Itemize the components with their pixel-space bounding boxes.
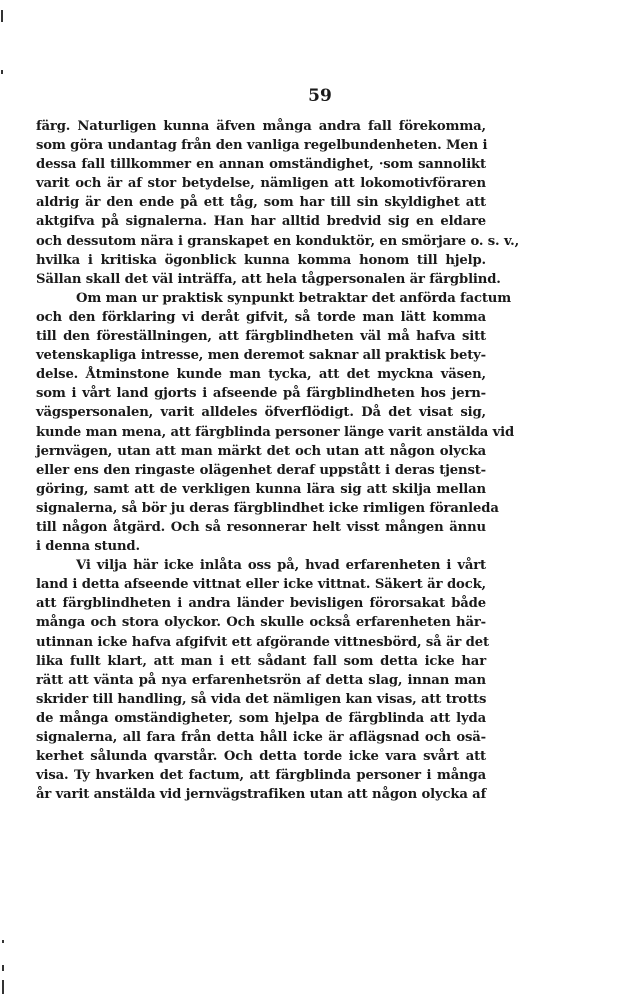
text-line: signalerna, all fara från detta håll icke är aflägsnad och osä-: [36, 730, 486, 745]
text-line: eller ens den ringaste olägenhet deraf uppstått i deras tjenst-: [36, 462, 486, 478]
text-line: kerhet sålunda qvarstår. Och detta torde icke vara svårt att: [36, 749, 486, 765]
text-line: hvilka i kritiska ögonblick kunna komma honom till hjelp.: [36, 252, 486, 268]
text-line: visa. Ty hvarken det factum, att färgblinda personer i många: [36, 768, 486, 784]
page-number: 59: [308, 86, 332, 106]
text-line: göring, samt att de verkligen kunna lära sig att skilja mellan: [36, 481, 486, 497]
text-line: år varit anstälda vid jernvägstrafiken utan att någon olycka af: [36, 787, 487, 803]
paragraph-start-line: Om man ur praktisk synpunkt betraktar det anförda factum: [76, 290, 512, 306]
text-line: dessa fall tillkommer en annan omständighet, ·som sannolikt: [36, 157, 486, 173]
text-line: de många omständigheter, som hjelpa de färgblinda att lyda: [36, 710, 486, 726]
text-line: och den förklaring vi deråt gifvit, så torde man lätt komma: [36, 309, 486, 325]
scan-mark: [2, 980, 4, 994]
scan-mark: [1, 70, 3, 74]
text-line: rätt att vänta på nya erfarenhetsrön af detta slag, innan man: [36, 672, 486, 688]
text-line: lika fullt klart, att man i ett sådant fall som detta icke har: [36, 653, 486, 669]
text-line: aktgifva på signalerna. Han har alltid bredvid sig en eldare: [36, 214, 486, 230]
text-line: delse. Åtminstone kunde man tycka, att det myckna väsen,: [36, 367, 486, 383]
text-line: Sällan skall det väl inträffa, att hela tågpersonalen är färgblind.: [36, 271, 501, 287]
text-line: land i detta afseende vittnat eller icke vittnat. Säkert är dock,: [36, 577, 486, 593]
paragraph-start-line: Vi vilja här icke inlåta oss på, hvad erfarenheten i vårt: [76, 558, 486, 574]
text-line: till den föreställningen, att färgblindheten väl må hafva sitt: [36, 329, 486, 345]
text-line: färg. Naturligen kunna äfven många andra fall förekomma,: [36, 119, 486, 134]
text-line: många och stora olyckor. Och skulle också erfarenheten här-: [36, 615, 486, 631]
text-line: som göra undantag från den vanliga regelbundenheten. Men i: [36, 138, 488, 154]
scan-mark: [1, 10, 3, 22]
text-line: aldrig är den ende på ett tåg, som har till sin skyldighet att: [36, 195, 486, 211]
text-line: signalerna, så bör ju deras färgblindhet icke rimligen föranleda: [36, 500, 499, 516]
text-line: i denna stund.: [36, 539, 140, 555]
body-text: [36, 117, 520, 804]
text-line: kunde man mena, att färgblinda personer länge varit anstälda vid: [36, 424, 515, 440]
text-line: till någon åtgärd. Och så resonnerar helt visst mången ännu: [36, 519, 486, 535]
text-line: att färgblindheten i andra länder bevisligen förorsakat både: [36, 596, 486, 612]
text-line: utinnan icke hafva afgifvit ett afgörande vittnesbörd, så är det: [36, 634, 489, 650]
text-line: vägspersonalen, varit alldeles öfverflödigt. Då det visat sig,: [36, 405, 486, 421]
text-line: vetenskapliga intresse, men deremot saknar all praktisk bety-: [36, 348, 486, 364]
text-line: jernvägen, utan att man märkt det och utan att någon olycka: [36, 443, 486, 459]
text-line: som i vårt land gjorts i afseende på färgblindheten hos jern-: [36, 386, 486, 402]
text-line: och dessutom nära i granskapet en konduktör, en smörjare o. s. v.,: [36, 233, 520, 249]
scan-mark: [2, 940, 4, 943]
text-line: varit och är af stor betydelse, nämligen att lokomotivföraren: [36, 176, 486, 192]
text-line: skrider till handling, så vida det nämligen kan visas, att trotts: [36, 691, 487, 707]
scan-mark: [2, 965, 4, 971]
